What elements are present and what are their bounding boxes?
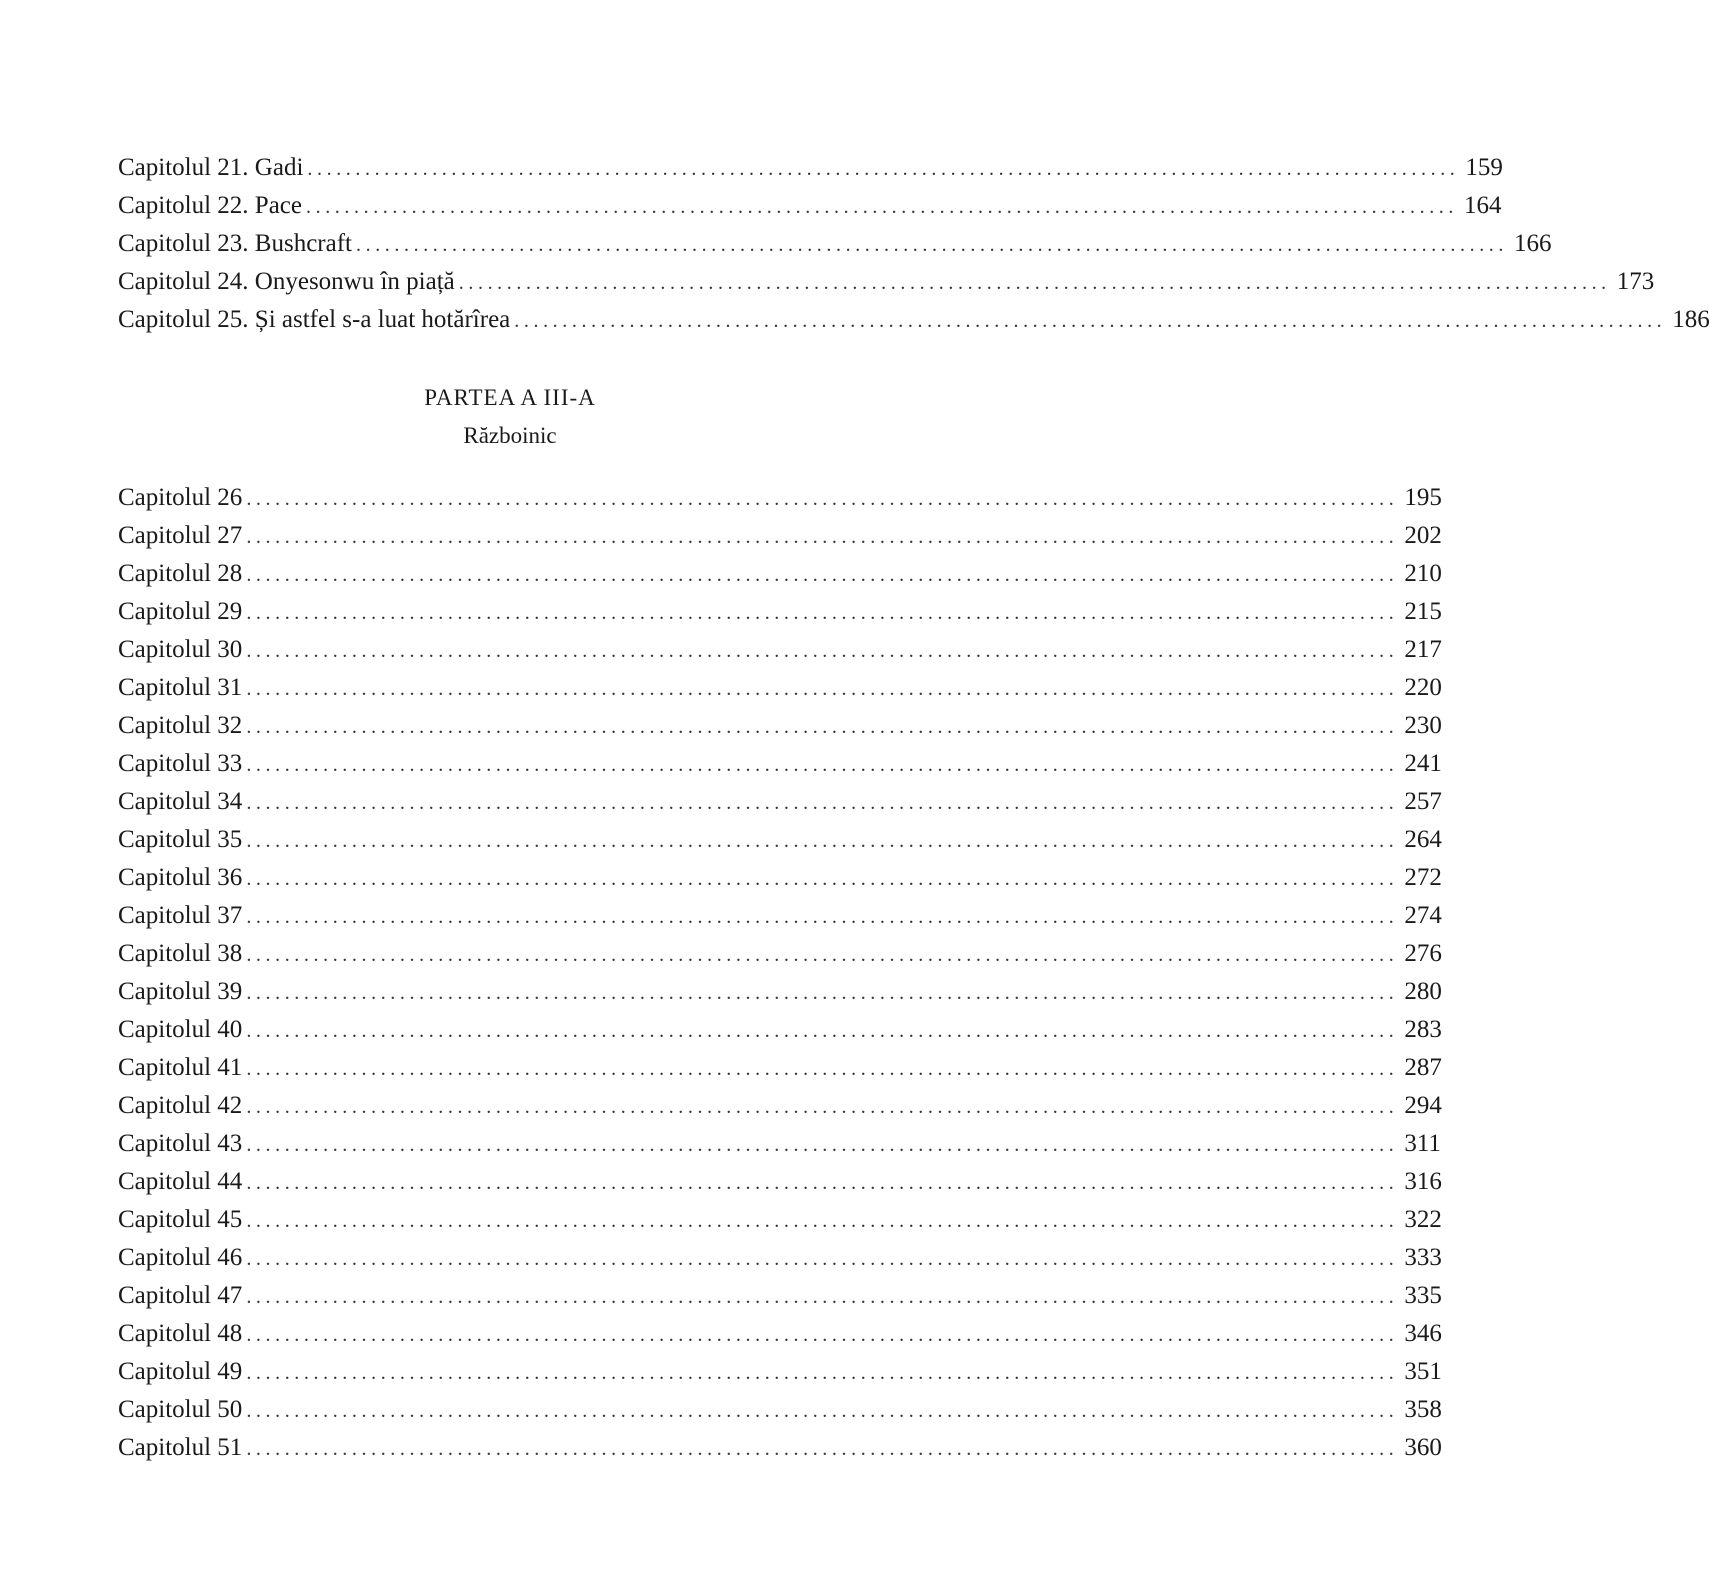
toc-dot-leader: ........................................................................................................................ bbox=[246, 1210, 1399, 1232]
toc-entry-title: Capitolul 27 bbox=[118, 522, 243, 549]
toc-dot-leader: ........................................................................................................................ bbox=[246, 1286, 1399, 1308]
toc-entry[interactable] bbox=[118, 1391, 1442, 1429]
toc-entry-title: Capitolul 30 bbox=[118, 636, 243, 663]
toc-entry[interactable] bbox=[118, 1049, 1442, 1087]
toc-entry-title: Capitolul 31 bbox=[118, 674, 243, 701]
toc-entry-page-number: 217 bbox=[1404, 636, 1442, 663]
toc-entry-title: Capitolul 45 bbox=[118, 1206, 243, 1233]
toc-entry-title: Capitolul 36 bbox=[118, 864, 243, 891]
toc-entry-page-number: 164 bbox=[1464, 192, 1502, 219]
toc-entry-title: Capitolul 22. Pace bbox=[118, 192, 302, 219]
toc-entry-page-number: 360 bbox=[1404, 1434, 1442, 1461]
toc-section-part-2-end bbox=[118, 149, 1710, 339]
toc-entry-page-number: 173 bbox=[1616, 268, 1655, 295]
toc-entry[interactable] bbox=[118, 669, 1442, 707]
toc-entry-title: Capitolul 33 bbox=[118, 750, 243, 777]
toc-entry[interactable] bbox=[118, 593, 1442, 631]
toc-entry-title: Capitolul 21. Gadi bbox=[118, 154, 304, 181]
toc-entry[interactable] bbox=[118, 555, 1442, 593]
toc-entry-page-number: 264 bbox=[1404, 826, 1442, 853]
toc-entry-title: Capitolul 41 bbox=[118, 1054, 243, 1081]
toc-dot-leader: ........................................................................................................................ bbox=[246, 1134, 1399, 1156]
toc-entry[interactable] bbox=[118, 821, 1442, 859]
toc-dot-leader: ........................................................................................................................ bbox=[246, 602, 1399, 624]
toc-dot-leader: ........................................................................................................................ bbox=[246, 944, 1399, 966]
toc-entry-page-number: 335 bbox=[1404, 1282, 1442, 1309]
toc-entry-title: Capitolul 25. Și astfel s-a luat hotărîrea bbox=[118, 306, 511, 333]
toc-entry[interactable] bbox=[118, 479, 1442, 517]
toc-entry-title: Capitolul 44 bbox=[118, 1168, 243, 1195]
toc-dot-leader: ........................................................................................................................ bbox=[246, 1058, 1399, 1080]
toc-entry[interactable] bbox=[118, 1353, 1442, 1391]
toc-entry[interactable] bbox=[118, 301, 1710, 339]
toc-dot-leader: ........................................................................................................................ bbox=[246, 1362, 1399, 1384]
toc-entry[interactable] bbox=[118, 631, 1442, 669]
toc-dot-leader: ........................................................................................................................ bbox=[246, 488, 1399, 510]
toc-entry-page-number: 294 bbox=[1404, 1092, 1442, 1119]
toc-entry-page-number: 215 bbox=[1404, 598, 1442, 625]
toc-dot-leader: ........................................................................................................................ bbox=[246, 830, 1399, 852]
toc-dot-leader: ........................................................................................................................ bbox=[246, 1400, 1399, 1422]
toc-entry-title: Capitolul 23. Bushcraft bbox=[118, 230, 352, 257]
toc-entry[interactable] bbox=[118, 1125, 1441, 1163]
toc-entry-page-number: 274 bbox=[1404, 902, 1442, 929]
toc-entry[interactable] bbox=[118, 1277, 1442, 1315]
toc-entry[interactable] bbox=[118, 1315, 1442, 1353]
toc-entry[interactable] bbox=[118, 783, 1442, 821]
toc-dot-leader: ........................................................................................................................ bbox=[458, 272, 1611, 294]
toc-entry-title: Capitolul 29 bbox=[118, 598, 243, 625]
toc-dot-leader: ........................................................................................................................ bbox=[306, 196, 1458, 218]
toc-dot-leader: ........................................................................................................................ bbox=[246, 1096, 1399, 1118]
toc-entry-page-number: 311 bbox=[1404, 1130, 1441, 1157]
toc-entry-title: Capitolul 49 bbox=[118, 1358, 243, 1385]
toc-dot-leader: ........................................................................................................................ bbox=[246, 868, 1399, 890]
toc-entry-page-number: 257 bbox=[1404, 788, 1442, 815]
toc-entry[interactable] bbox=[118, 935, 1442, 973]
part-heading bbox=[118, 379, 902, 455]
toc-dot-leader: ........................................................................................................................ bbox=[246, 982, 1399, 1004]
toc-entry-title: Capitolul 47 bbox=[118, 1282, 243, 1309]
toc-entry-title: Capitolul 26 bbox=[118, 484, 243, 511]
toc-entry-title: Capitolul 32 bbox=[118, 712, 243, 739]
toc-entry[interactable] bbox=[118, 707, 1442, 745]
toc-entry-page-number: 358 bbox=[1404, 1396, 1442, 1423]
toc-entry-title: Capitolul 35 bbox=[118, 826, 243, 853]
toc-entry-page-number: 280 bbox=[1404, 978, 1442, 1005]
toc-dot-leader: ........................................................................................................................ bbox=[246, 754, 1399, 776]
toc-entry-title: Capitolul 43 bbox=[118, 1130, 243, 1157]
toc-entry[interactable] bbox=[118, 263, 1655, 301]
toc-entry-title: Capitolul 51 bbox=[118, 1434, 243, 1461]
part-subtitle: Războinic bbox=[463, 423, 557, 448]
toc-dot-leader: ........................................................................................................................ bbox=[246, 1324, 1399, 1346]
toc-entry-page-number: 230 bbox=[1404, 712, 1442, 739]
toc-dot-leader: ........................................................................................................................ bbox=[246, 716, 1399, 738]
toc-entry-title: Capitolul 48 bbox=[118, 1320, 243, 1347]
toc-dot-leader: ........................................................................................................................ bbox=[246, 906, 1399, 928]
toc-entry-page-number: 220 bbox=[1404, 674, 1442, 701]
toc-entry-page-number: 351 bbox=[1404, 1358, 1442, 1385]
toc-entry[interactable] bbox=[118, 897, 1442, 935]
toc-entry[interactable] bbox=[118, 225, 1552, 263]
toc-entry[interactable] bbox=[118, 973, 1442, 1011]
toc-entry-page-number: 272 bbox=[1404, 864, 1442, 891]
toc-entry[interactable] bbox=[118, 149, 1503, 187]
table-of-contents bbox=[118, 149, 1710, 1467]
toc-entry[interactable] bbox=[118, 1011, 1442, 1049]
toc-entry[interactable] bbox=[118, 1239, 1442, 1277]
toc-entry-title: Capitolul 39 bbox=[118, 978, 243, 1005]
toc-entry-page-number: 316 bbox=[1404, 1168, 1442, 1195]
toc-entry-title: Capitolul 40 bbox=[118, 1016, 243, 1043]
toc-entry-title: Capitolul 24. Onyesonwu în piață bbox=[118, 268, 455, 295]
toc-entry[interactable] bbox=[118, 1429, 1442, 1467]
toc-entry-page-number: 322 bbox=[1404, 1206, 1442, 1233]
toc-entry[interactable] bbox=[118, 859, 1442, 897]
toc-entry-title: Capitolul 37 bbox=[118, 902, 243, 929]
toc-dot-leader: ........................................................................................................................ bbox=[246, 526, 1399, 548]
toc-dot-leader: ........................................................................................................................ bbox=[246, 1248, 1399, 1270]
toc-entry-page-number: 210 bbox=[1404, 560, 1442, 587]
toc-dot-leader: ........................................................................................................................ bbox=[246, 564, 1399, 586]
toc-entry-page-number: 159 bbox=[1465, 154, 1503, 181]
toc-dot-leader: ........................................................................................................................ bbox=[356, 234, 1508, 256]
toc-entry-title: Capitolul 50 bbox=[118, 1396, 243, 1423]
toc-dot-leader: ........................................................................................................................ bbox=[246, 1172, 1399, 1194]
toc-dot-leader: ........................................................................................................................ bbox=[246, 678, 1399, 700]
toc-entry-page-number: 202 bbox=[1404, 522, 1442, 549]
toc-dot-leader: ........................................................................................................................ bbox=[246, 1020, 1399, 1042]
toc-dot-leader: ........................................................................................................................ bbox=[307, 158, 1460, 180]
toc-entry-title: Capitolul 28 bbox=[118, 560, 243, 587]
part-label: PARTEA A III-A bbox=[424, 385, 596, 410]
toc-entry-page-number: 195 bbox=[1404, 484, 1442, 511]
toc-entry-title: Capitolul 46 bbox=[118, 1244, 243, 1271]
toc-entry[interactable] bbox=[118, 1087, 1442, 1125]
toc-entry[interactable] bbox=[118, 1163, 1442, 1201]
toc-entry-page-number: 287 bbox=[1404, 1054, 1442, 1081]
toc-dot-leader: ........................................................................................................................ bbox=[514, 310, 1667, 332]
toc-entry-title: Capitolul 42 bbox=[118, 1092, 243, 1119]
toc-entry[interactable] bbox=[118, 745, 1442, 783]
toc-entry[interactable] bbox=[118, 517, 1442, 555]
toc-section-part-3 bbox=[118, 479, 1442, 1467]
toc-entry-title: Capitolul 34 bbox=[118, 788, 243, 815]
toc-entry-page-number: 241 bbox=[1404, 750, 1442, 777]
toc-entry-page-number: 166 bbox=[1514, 230, 1552, 257]
toc-entry[interactable] bbox=[118, 1201, 1442, 1239]
toc-dot-leader: ........................................................................................................................ bbox=[246, 792, 1399, 814]
toc-entry-page-number: 283 bbox=[1404, 1016, 1442, 1043]
toc-entry-page-number: 276 bbox=[1404, 940, 1442, 967]
toc-entry-page-number: 333 bbox=[1404, 1244, 1442, 1271]
toc-entry-page-number: 186 bbox=[1672, 306, 1710, 333]
toc-entry-page-number: 346 bbox=[1404, 1320, 1442, 1347]
toc-entry-title: Capitolul 38 bbox=[118, 940, 243, 967]
toc-dot-leader: ........................................................................................................................ bbox=[246, 640, 1399, 662]
toc-dot-leader: ........................................................................................................................ bbox=[246, 1438, 1399, 1460]
toc-entry[interactable] bbox=[118, 187, 1502, 225]
